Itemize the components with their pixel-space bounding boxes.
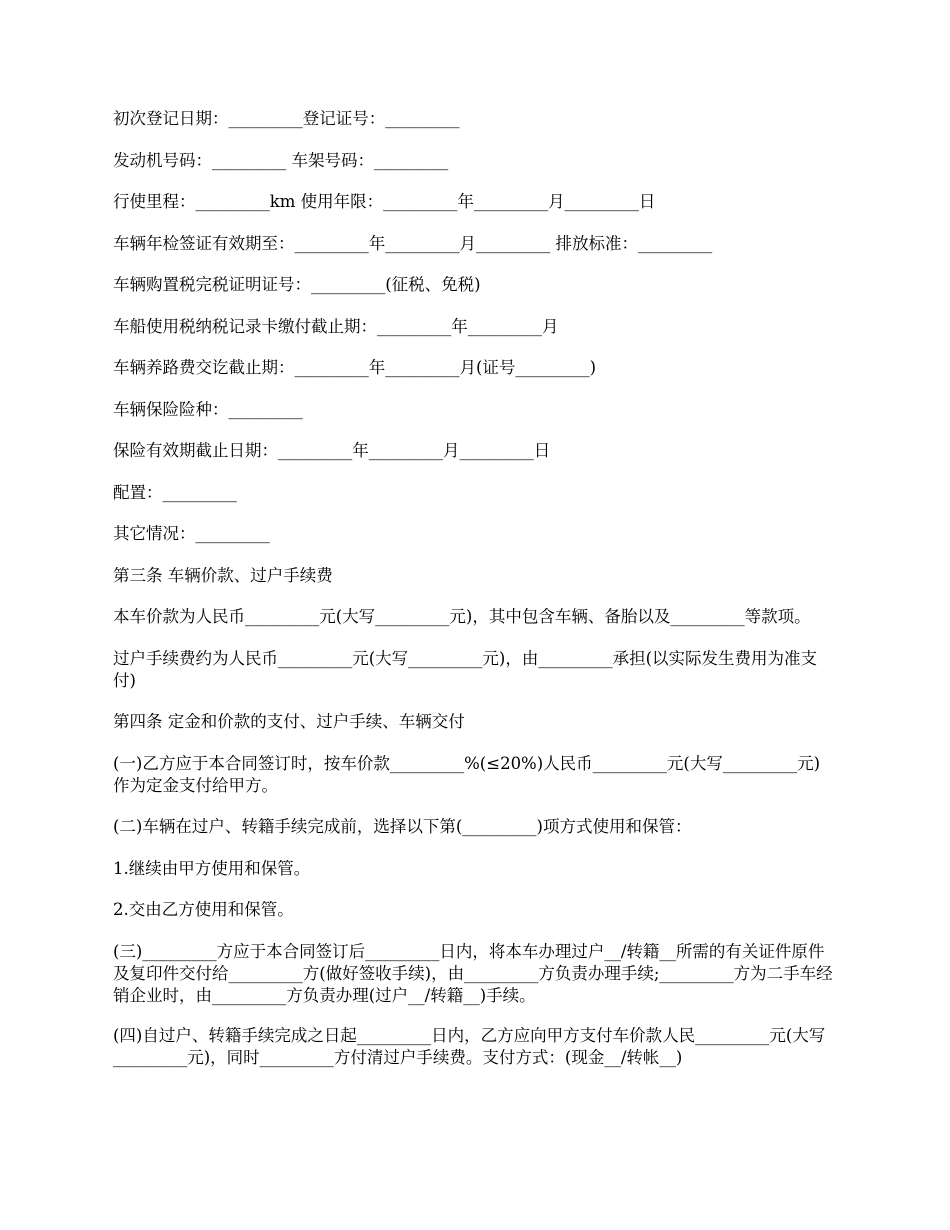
- paragraph-option-two: 2.交由乙方使用和保管。: [113, 900, 294, 919]
- paragraph-configuration: 配置：_________: [113, 482, 237, 502]
- heading-article-four: 第四条 定金和价款的支付、过户手续、车辆交付: [113, 712, 465, 731]
- paragraph-road-fee: 车辆养路费交讫截止期：_________年_________月(证号_________): [113, 358, 597, 377]
- paragraph-insurance-expiry: 保险有效期截止日期：_________年_________月_________日: [113, 441, 551, 460]
- paragraph-clause-four-payment: (四)自过户、转籍手续完成之日起_________日内，乙方应向甲方支付车价款人民_________元(大写_________元)，同时_________方付清过户手续费。支付方式：(现金__/转帐__): [113, 1025, 826, 1067]
- paragraph-engine-frame-number: 发动机号码：_________ 车架号码：_________: [113, 150, 449, 170]
- paragraph-clause-one-deposit: (一)乙方应于本合同签订时，按车价款_________%(≤20%)人民币_________元(大写_________元)作为定金支付给甲方。: [113, 753, 821, 795]
- paragraph-vehicle-price: 本车价款为人民币_________元(大写_________元)，其中包含车辆、备胎以及_________等款项。: [113, 607, 811, 626]
- paragraph-other-conditions: 其它情况：_________: [113, 524, 270, 543]
- paragraph-vehicle-tax: 车船使用税纳税记录卡缴付截止期：_________年_________月: [113, 316, 559, 336]
- heading-article-three: 第三条 车辆价款、过户手续费: [113, 565, 333, 585]
- paragraph-insurance-type: 车辆保险险种：_________: [113, 399, 303, 419]
- paragraph-first-registration: 初次登记日期：_________登记证号：_________: [113, 109, 460, 128]
- paragraph-mileage-service-life: 行使里程：_________km 使用年限：_________年_________月_________日: [113, 192, 656, 211]
- paragraph-clause-two-custody: (二)车辆在过户、转籍手续完成前，选择以下第(_________)项方式使用和保管：: [113, 817, 692, 836]
- document-page: [113, 108, 833, 1088]
- paragraph-purchase-tax: 车辆购置税完税证明证号：_________(征税、免税): [113, 275, 481, 294]
- paragraph-option-one: 1.继续由甲方使用和保管。: [113, 858, 311, 878]
- paragraph-inspection-emission: 车辆年检签证有效期至：_________年_________月_________ 排放标准：_________: [113, 233, 713, 253]
- paragraph-clause-three-documents: (三)_________方应于本合同签订后_________日内，将本车办理过户__/转籍__所需的有关证件原件及复印件交付给_________方(做好签收手续)，由_________方负责办理手续;_________方为二手车经销企业时，由_________方负责办理(过户__/转籍__)手续。: [113, 941, 833, 1005]
- paragraph-transfer-fee: 过户手续费约为人民币_________元(大写_________元)，由_________承担(以实际发生费用为准支付): [113, 648, 818, 690]
